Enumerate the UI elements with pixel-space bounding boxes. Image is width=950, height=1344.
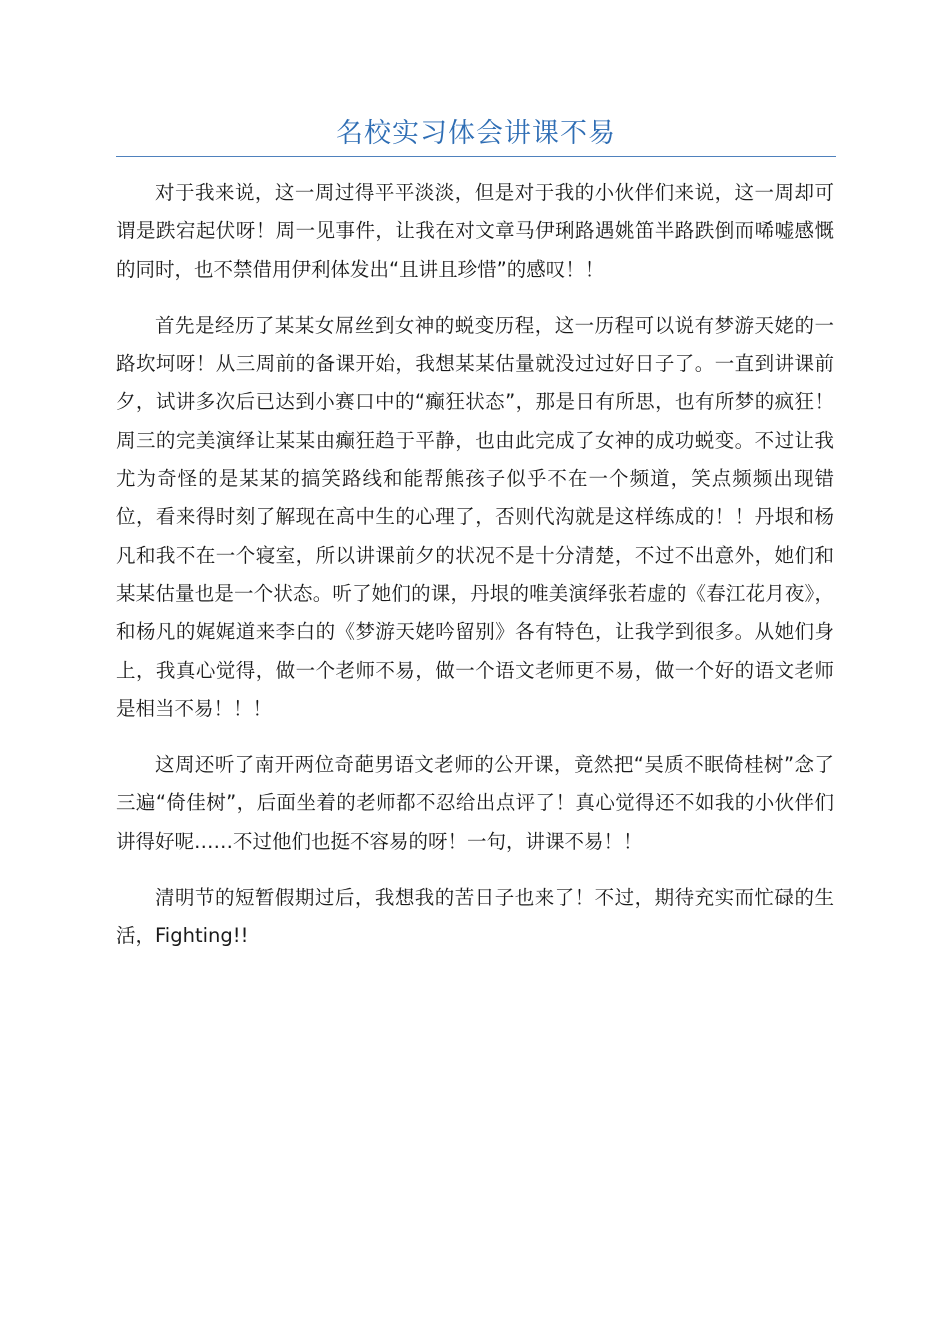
title-block	[116, 112, 836, 157]
paragraph-2: 首先是经历了某某女屌丝到女神的蜕变历程，这一历程可以说有梦游天姥的一路坎坷呀！从三周前的备课开始，我想某某估量就没过过好日子了。一直到讲课前夕，试讲多次后已达到小赛口中的“癫狂状态”，那是日有所思，也有所梦的疯狂！周三的完美演绎让某某由癫狂趋于平静，也由此完成了女神的成功蜕变。不过让我尤为奇怪的是某某的搞笑路线和能帮熊孩子似乎不在一个频道，笑点频频出现错位，看来得时刻了解现在高中生的心理了，否则代沟就是这样练成的！！丹垠和杨凡和我不在一个寝室，所以讲课前夕的状况不是十分清楚，不过不出意外，她们和某某估量也是一个状态。听了她们的课，丹垠的唯美演绎张若虚的《春江花月夜》，和杨凡的娓娓道来李白的《梦游天姥吟留别》各有特色，让我学到很多。从她们身上，我真心觉得，做一个老师不易，做一个语文老师更不易，做一个好的语文老师是相当不易！！！	[116, 313, 834, 720]
document-body	[116, 174, 834, 974]
paragraph-1: 对于我来说，这一周过得平平淡淡，但是对于我的小伙伴们来说，这一周却可谓是跌宕起伏呀！周一见事件，让我在对文章马伊琍路遇姚笛半路跌倒而唏嘘感慨的同时，也不禁借用伊利体发出“且讲且珍惜”的感叹！！	[116, 181, 834, 281]
document-title: 名校实习体会讲课不易	[336, 118, 616, 149]
paragraph-3: 这周还听了南开两位奇葩男语文老师的公开课，竟然把“吴质不眠倚桂树”念了三遍“倚佳树”，后面坐着的老师都不忍给出点评了！真心觉得还不如我的小伙伴们讲得好呢……不过他们也挺不容易的呀！一句，讲课不易！！	[116, 753, 834, 853]
paragraph-4: 清明节的短暂假期过后，我想我的苦日子也来了！不过，期待充实而忙碌的生活，Fighting!!	[116, 886, 834, 948]
